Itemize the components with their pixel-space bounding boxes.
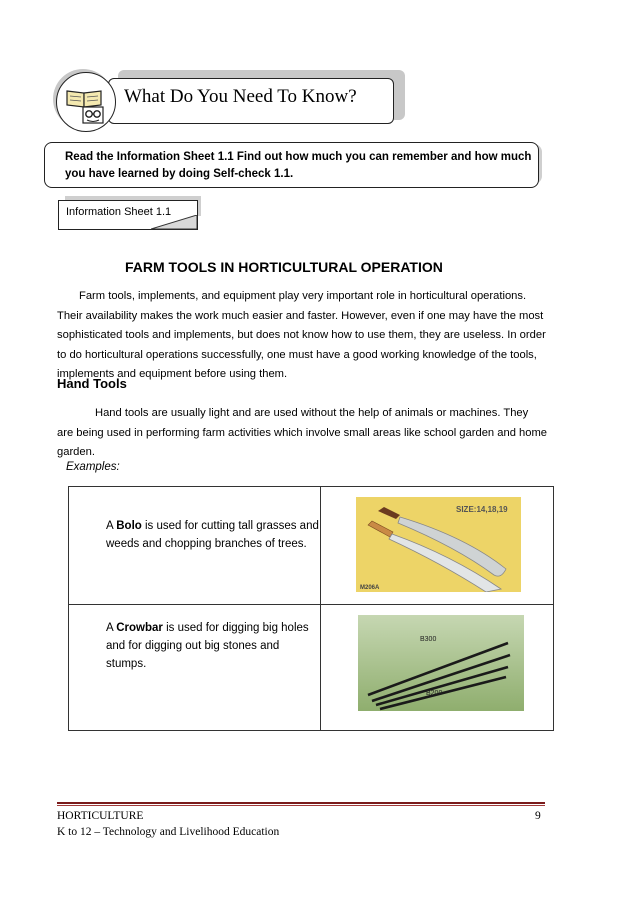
crowbar-label-2: B200	[426, 690, 443, 697]
tool-prefix: A	[106, 520, 117, 532]
bolo-size-label: SIZE:14,18,19	[456, 505, 508, 514]
tool-name: Bolo	[116, 520, 142, 532]
footer-subject: HORTICULTURE	[57, 810, 144, 822]
tool-prefix: A	[106, 622, 117, 634]
crowbar-image	[358, 615, 524, 711]
bolo-image	[356, 497, 521, 592]
section-heading: Hand Tools	[57, 376, 127, 391]
tool-description: is used for cutting tall grasses and weeds and chopping branches of trees.	[106, 520, 319, 550]
book-reader-icon	[56, 72, 116, 132]
tools-table	[68, 486, 554, 731]
tool-image-cell	[321, 487, 554, 605]
crowbar-label-1: B300	[420, 636, 437, 643]
examples-label: Examples:	[66, 461, 120, 473]
footer-rule	[57, 802, 545, 804]
banner-title: What Do You Need To Know?	[124, 86, 357, 107]
tool-name: Crowbar	[116, 622, 163, 634]
page-title: FARM TOOLS IN HORTICULTURAL OPERATION	[125, 259, 443, 275]
tool-description: is used for digging big holes and for digging out big stones and stumps.	[106, 622, 309, 670]
footer-rule-thin	[57, 805, 545, 806]
instruction-text: Read the Information Sheet 1.1 Find out how much you can remember and how much you have learned by doing Self-check 1.1.	[65, 151, 532, 180]
page-number: 9	[535, 810, 541, 822]
table-row	[69, 487, 554, 605]
tool-image-cell	[321, 605, 554, 731]
info-sheet-label: Information Sheet 1.1	[66, 206, 172, 218]
section-paragraph: Hand tools are usually light and are used without the help of animals or machines. They are being used in performing farm activities which involve small areas like school garden and home garden.	[57, 407, 548, 458]
tool-description-cell	[69, 605, 321, 731]
table-row	[69, 605, 554, 731]
footer-course: K to 12 – Technology and Livelihood Education	[57, 826, 280, 838]
tool-description-cell	[69, 487, 321, 605]
bolo-description	[69, 487, 320, 553]
intro-paragraph: Farm tools, implements, and equipment play very important role in horticultural operations. Their availability makes the work much easier and faster. However, even if one may have the most sophisticated tools and implements, but does not know how to use them, they are useless. In order to do horticultural operations successfully, one must have a good working knowledge of the tools, implements and equipment before using them.	[57, 290, 546, 380]
crowbar-description	[69, 605, 320, 673]
bolo-model-label: M206A	[360, 585, 380, 591]
